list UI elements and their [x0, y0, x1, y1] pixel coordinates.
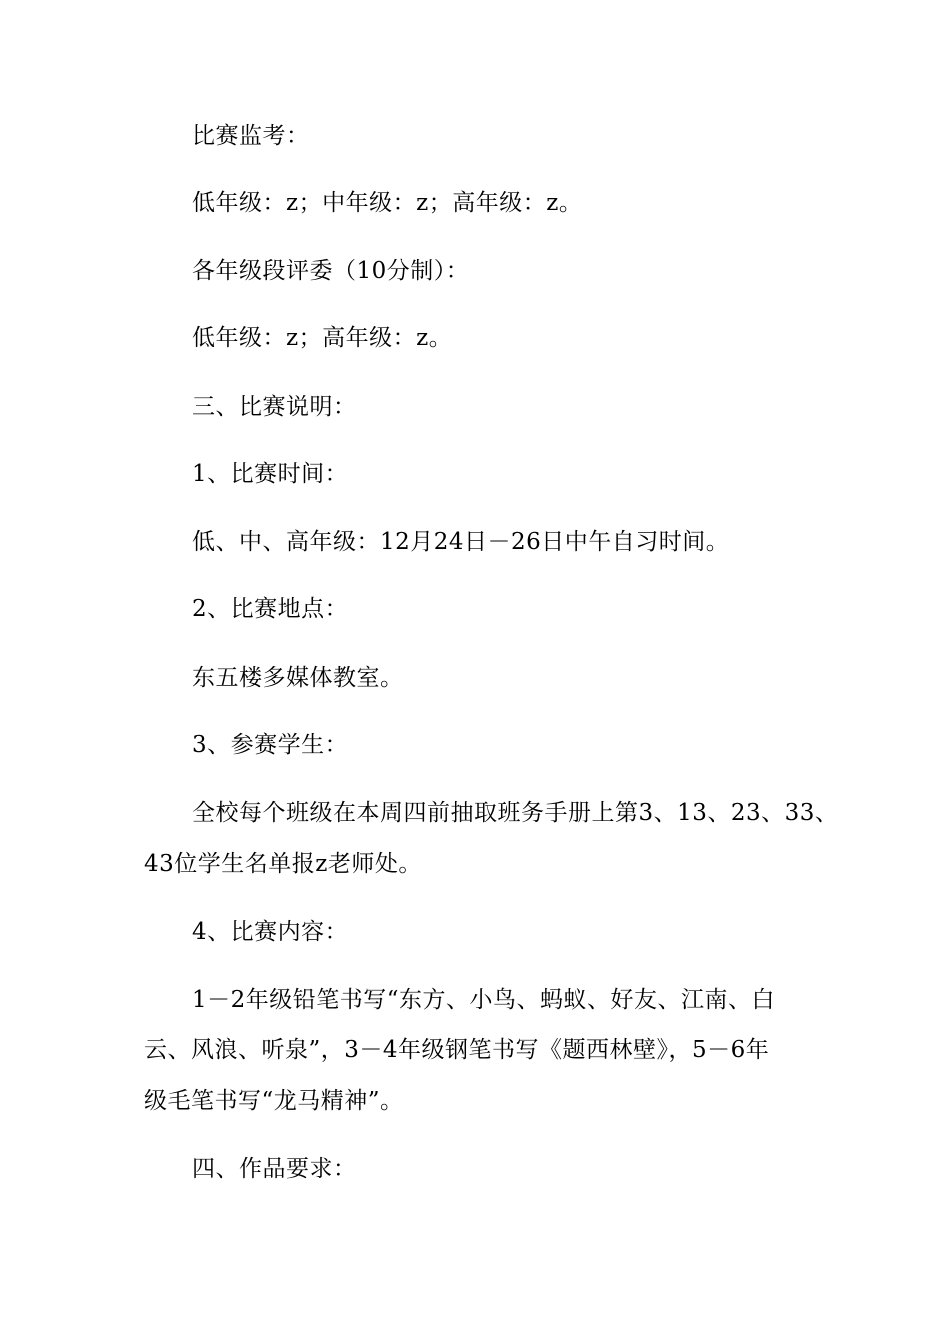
text-line: 低年级：z；高年级：z。 — [192, 325, 453, 351]
text-line: 级毛笔书写“龙马精神”。 — [144, 1088, 404, 1114]
subsection-heading: 4、比赛内容： — [192, 919, 349, 945]
text-line: 比赛监考： — [192, 123, 310, 149]
text-line: 云、风浪、听泉”，3－4年级钢笔书写《题西林壁》，5－6年 — [144, 1037, 770, 1063]
subsection-heading: 1、比赛时间： — [192, 461, 349, 487]
text-line: 东五楼多媒体教室。 — [192, 665, 404, 691]
text-line: 各年级段评委（10分制）： — [192, 258, 470, 284]
subsection-heading: 2、比赛地点： — [192, 596, 349, 622]
section-heading: 四、作品要求： — [192, 1156, 357, 1182]
text-line: 43位学生名单报z老师处。 — [144, 851, 422, 877]
subsection-heading: 3、参赛学生： — [192, 732, 349, 758]
text-line: 全校每个班级在本周四前抽取班务手册上第3、13、23、33、 — [192, 800, 839, 826]
text-line: 低、中、高年级：12月24日－26日中午自习时间。 — [192, 529, 730, 555]
text-line: 低年级：z；中年级：z；高年级：z。 — [192, 190, 583, 216]
section-heading: 三、比赛说明： — [192, 394, 357, 420]
text-line: 1－2年级铅笔书写“东方、小鸟、蚂蚁、好友、江南、白 — [192, 987, 776, 1013]
